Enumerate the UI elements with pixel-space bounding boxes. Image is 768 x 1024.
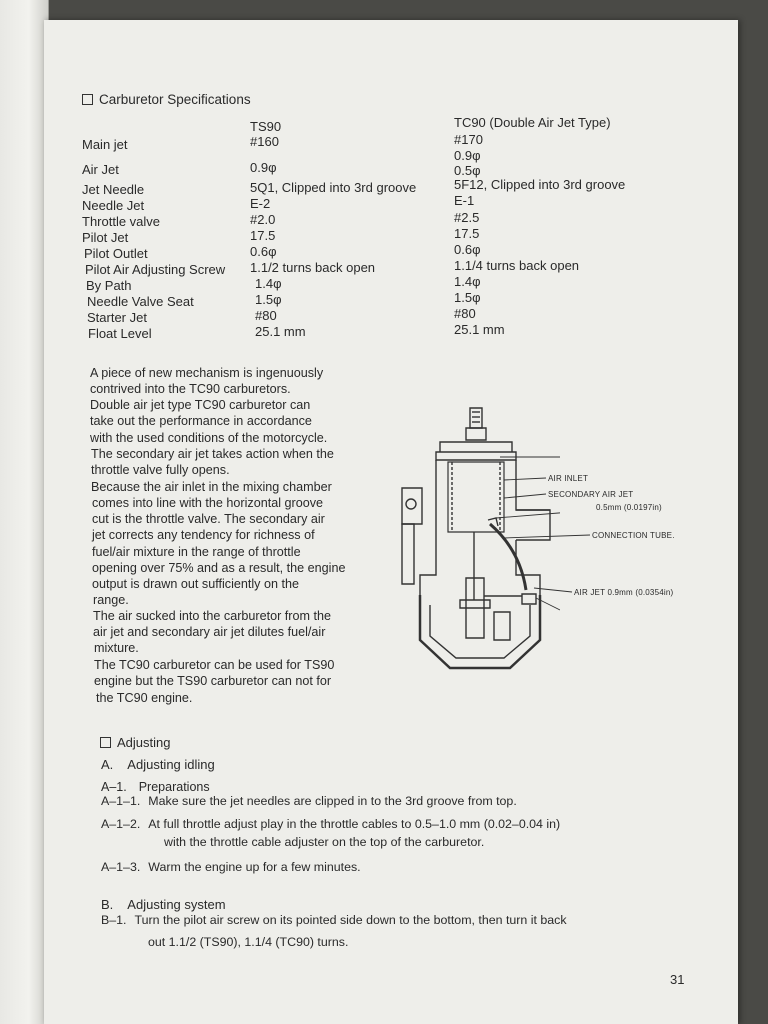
spec-tc90-value: 1.1/4 turns back open	[454, 258, 580, 273]
spec-tc90-value: 5F12, Clipped into 3rd groove	[454, 177, 626, 192]
spec-ts90-value: 5Q1, Clipped into 3rd groove	[250, 180, 417, 195]
label-air-jet: AIR JET 0.9mm (0.0354in)	[574, 588, 674, 597]
spec-label: Pilot Air Adjusting Screw	[85, 262, 226, 277]
step-b-1: B–1. Turn the pilot air screw on its pointed side down to the bottom, then turn it back	[101, 913, 567, 927]
step-a-1-2: A–1–2. At full throttle adjust play in the throttle cables to 0.5–1.0 mm (0.02–0.04 in)	[101, 817, 561, 831]
label-air-inlet: AIR INLET	[548, 474, 589, 483]
spec-tc90-value: #2.5	[454, 210, 480, 225]
description-line: opening over 75% and as a result, the engine	[92, 561, 346, 575]
spec-label: By Path	[86, 278, 132, 293]
spec-tc90-value: 0.9φ	[454, 148, 481, 163]
description-line: mixture.	[94, 641, 139, 655]
description-line: The air sucked into the carburetor from the	[93, 609, 331, 623]
col-header-ts90: TS90	[250, 119, 282, 134]
spec-label: Needle Jet	[82, 198, 145, 213]
spec-ts90-value: 1.1/2 turns back open	[250, 260, 376, 275]
spec-label: Pilot Jet	[82, 230, 129, 245]
description-line: contrived into the TC90 carburetors.	[90, 382, 291, 396]
checkbox-bullet-icon	[82, 94, 93, 105]
description-line: fuel/air mixture in the range of throttle	[92, 545, 301, 559]
adjusting-heading: Adjusting	[100, 735, 170, 750]
spec-ts90-value: E-2	[250, 196, 271, 211]
spec-ts90-value: 1.4φ	[255, 276, 282, 291]
adjuster-nut	[466, 428, 486, 440]
spec-tc90-value: E-1	[454, 193, 475, 208]
description-line: Because the air inlet in the mixing chamber	[91, 480, 332, 494]
description-line: with the used conditions of the motorcycle.	[90, 431, 328, 445]
spec-label: Jet Needle	[82, 182, 145, 197]
step-a-1-1: A–1–1. Make sure the jet needles are clipped in to the 3rd groove from top.	[101, 794, 517, 808]
spec-tc90-value: 25.1 mm	[454, 322, 505, 337]
section-b-heading: B. Adjusting system	[101, 897, 226, 912]
step-b-1-continuation: out 1.1/2 (TS90), 1.1/4 (TC90) turns.	[148, 935, 349, 949]
spec-tc90-value: 1.5φ	[454, 290, 481, 305]
description-line: Double air jet type TC90 carburetor can	[90, 398, 311, 412]
description-line: cut is the throttle valve. The secondary air	[92, 512, 325, 526]
description-line: engine but the TS90 carburetor can not for	[94, 674, 332, 688]
spec-tc90-value: #170	[454, 132, 483, 147]
step-a-1-3: A–1–3. Warm the engine up for a few minutes.	[101, 860, 361, 874]
carburetor-body	[420, 460, 436, 595]
col-header-tc90: TC90 (Double Air Jet Type)	[454, 115, 611, 130]
label-connection-tube: CONNECTION TUBE.	[592, 531, 675, 540]
spec-tc90-value: 1.4φ	[454, 274, 481, 289]
spec-label: Needle Valve Seat	[87, 294, 194, 309]
description-line: the TC90 engine.	[96, 691, 193, 705]
spec-ts90-value: #160	[250, 134, 279, 149]
spec-tc90-value-secondary: 0.5φ	[454, 163, 481, 178]
spec-tc90-value: 0.6φ	[454, 242, 481, 257]
throttle-valve	[448, 462, 504, 532]
page-number: 31	[670, 972, 685, 987]
spec-tc90-value: 17.5	[454, 226, 480, 241]
description-line: air jet and secondary air jet dilutes fuel/air	[93, 625, 326, 639]
manual-page	[44, 20, 738, 1024]
spec-ts90-value: #80	[255, 308, 277, 323]
description-line: The TC90 carburetor can be used for TS90	[94, 658, 335, 672]
label-secondary-air-jet: SECONDARY AIR JET	[548, 490, 634, 499]
spec-label: Starter Jet	[87, 310, 147, 325]
spec-label: Pilot Outlet	[84, 246, 148, 261]
spec-tc90-value: #80	[454, 306, 476, 321]
description-line: output is drawn out sufficiently on the	[92, 577, 299, 591]
description-line: A piece of new mechanism is ingenuously	[90, 366, 324, 380]
spec-label: Throttle valve	[82, 214, 161, 229]
carburetor-cap	[440, 442, 512, 452]
spec-ts90-value: 1.5φ	[255, 292, 282, 307]
description-line: take out the performance in accordance	[90, 414, 312, 428]
section-a1-heading: A–1. Preparations	[101, 780, 210, 794]
spec-ts90-value: 17.5	[250, 228, 276, 243]
book-spine	[0, 0, 49, 1024]
description-line: The secondary air jet takes action when the	[91, 447, 334, 461]
spec-label: Air Jet	[82, 162, 119, 177]
intake-port	[402, 488, 422, 524]
description-line: comes into line with the horizontal groove	[92, 496, 324, 510]
spec-ts90-value: 0.9φ	[250, 160, 277, 175]
spec-ts90-value: 25.1 mm	[255, 324, 306, 339]
section-a-heading: A. Adjusting idling	[101, 757, 215, 772]
description-line: throttle valve fully opens.	[91, 463, 230, 477]
specs-heading: Carburetor Specifications	[82, 92, 251, 107]
cable-adjuster	[470, 408, 482, 428]
step-a-1-2-continuation: with the throttle cable adjuster on the top of the carburetor.	[164, 835, 485, 849]
spec-label: Main jet	[82, 137, 128, 152]
description-line: jet corrects any tendency for richness of	[92, 528, 315, 542]
description-line: range.	[93, 593, 129, 607]
spec-ts90-value: 0.6φ	[250, 244, 277, 259]
spec-label: Float Level	[88, 326, 152, 341]
label-secondary-size: 0.5mm (0.0197in)	[596, 503, 662, 512]
checkbox-bullet-icon	[100, 737, 111, 748]
spec-ts90-value: #2.0	[250, 212, 276, 227]
